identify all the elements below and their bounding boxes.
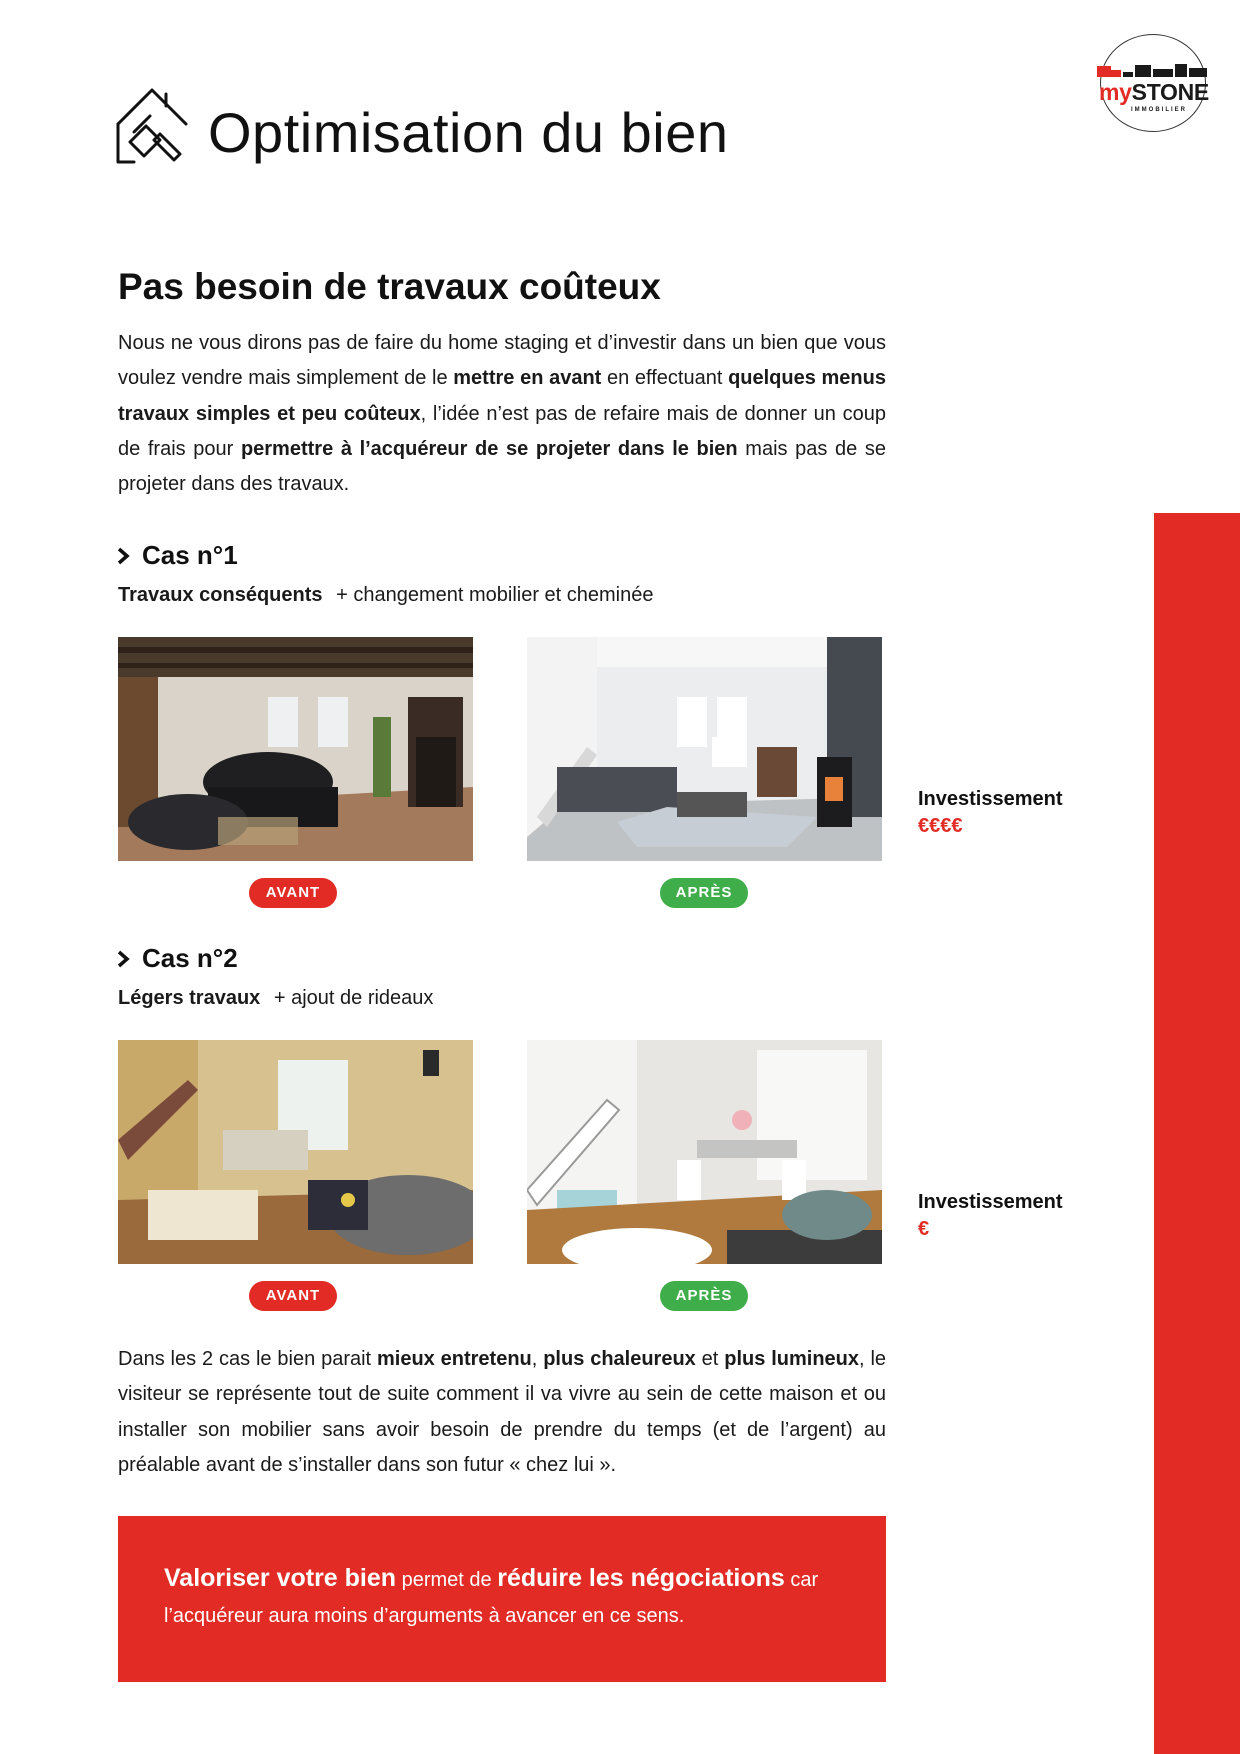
case-2-before-photo: [118, 1040, 473, 1264]
case-2-after-badge: APRÈS: [660, 1281, 748, 1311]
skyline-icon: [1097, 63, 1209, 77]
investment-value: €: [918, 1218, 930, 1240]
conclusion-paragraph: Dans les 2 cas le bien parait mieux entretenu, plus chaleureux et plus lumineux, le visiteur se représente tout de suite comment il va vivre au sein de cette maison et ou installer son mobilier sans avoir besoin de prendre du temps (et de l’argent) au préalable avant de s’installer dans son futur « chez lui ».: [118, 1348, 887, 1476]
house-renovation-icon: [116, 86, 192, 166]
case-1-after-badge: APRÈS: [660, 878, 748, 908]
page-title: Optimisation du bien: [208, 101, 729, 164]
mystone-logo[interactable]: [1099, 34, 1209, 132]
intro-paragraph: Nous ne vous dirons pas de faire du home staging et d’investir dans un bien que vous voulez vendre mais simplement de le mettre en avant en effectuant quelques menus travaux simples et peu coûteux, l’idée n’est pas de refaire mais de donner un coup de frais pour permettre à l’acquéreur de se projeter dans le bien mais pas de se projeter dans des travaux.: [118, 332, 886, 496]
case-1-subtitle: Travaux conséquents + changement mobilier et cheminée: [118, 584, 654, 606]
investment-label: Investissement: [918, 1191, 1063, 1213]
case-1-before-badge: AVANT: [249, 878, 337, 908]
case-1-before-photo: [118, 637, 473, 861]
callout-text: Valoriser votre bien permet de réduire les négociations car l’acquéreur aura moins d’arguments à avancer en ce sens.: [164, 1564, 819, 1627]
investment-label: Investissement: [918, 788, 1063, 810]
side-accent-band: [1154, 513, 1240, 1754]
case-2-subtitle: Légers travaux + ajout de rideaux: [118, 987, 434, 1009]
case-1-after-photo: [527, 637, 882, 861]
chevron-right-icon: [116, 547, 130, 565]
investment-value: €€€€: [918, 815, 963, 837]
section-heading: Pas besoin de travaux coûteux: [118, 266, 661, 307]
case-2-title: Cas n°2: [116, 943, 238, 974]
case-2-before-badge: AVANT: [249, 1281, 337, 1311]
chevron-right-icon: [116, 950, 130, 968]
case-2-after-photo: [527, 1040, 882, 1264]
logo-subtitle: IMMOBILIER: [1131, 107, 1187, 113]
case-1-investment: [918, 786, 1063, 840]
logo-wordmark: mySTONE: [1099, 79, 1209, 105]
case-1-title: Cas n°1: [116, 540, 238, 571]
highlight-callout: [118, 1516, 886, 1682]
case-2-investment: [918, 1189, 1063, 1243]
